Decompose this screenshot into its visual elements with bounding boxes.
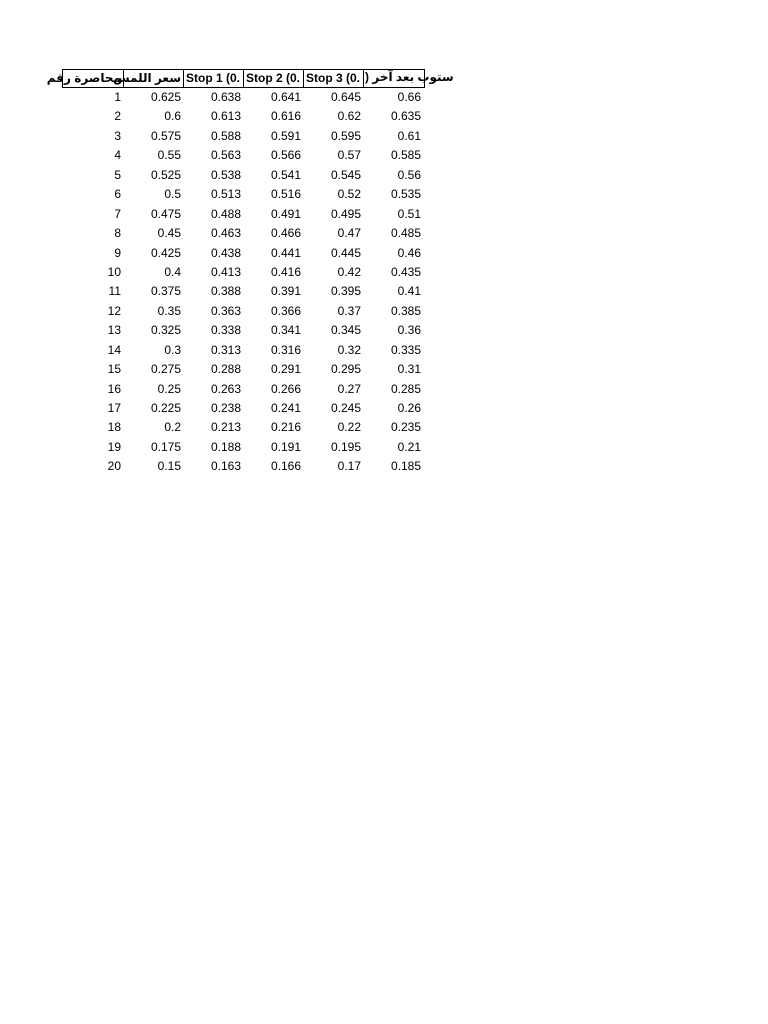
cell-round[interactable]: 7 [114,206,121,221]
cell-touch-price[interactable]: 0.25 [157,381,181,396]
cell-stop-1[interactable]: 0.463 [210,226,241,241]
spreadsheet-sheet [46,69,502,477]
cell-last-stop[interactable]: 0.26 [397,401,421,415]
cell-last-stop[interactable]: 0.335 [390,342,421,357]
cell-touch-price[interactable]: 0.525 [150,167,181,182]
cell-round[interactable]: 19 [107,439,121,454]
cell-last-stop[interactable]: 0.435 [390,264,421,279]
table-row [62,127,502,146]
cell-stop-1[interactable]: 0.313 [210,342,241,357]
cell-touch-price[interactable]: 0.35 [157,303,181,318]
cell-last-stop[interactable]: 0.235 [390,420,421,435]
cell-stop-2[interactable]: 0.241 [270,401,301,415]
cell-touch-price[interactable]: 0.55 [157,148,181,163]
cell-touch-price[interactable]: 0.375 [150,284,181,299]
cell-last-stop[interactable]: 0.46 [397,245,421,260]
cell-round[interactable]: 16 [107,381,121,396]
cell-stop-2[interactable]: 0.491 [270,206,301,221]
cell-stop-3[interactable]: 0.37 [337,303,361,318]
cell-stop-3[interactable]: 0.645 [330,90,361,104]
cell-touch-price[interactable]: 0.45 [157,226,181,241]
cell-touch-price[interactable]: 0.225 [150,401,181,415]
cell-last-stop[interactable]: 0.285 [390,381,421,396]
cell-stop-3[interactable]: 0.52 [337,187,361,202]
cell-touch-price[interactable]: 0.4 [164,264,181,279]
cell-stop-1[interactable]: 0.563 [210,148,241,163]
cell-stop-1[interactable]: 0.588 [210,128,241,143]
cell-stop-3[interactable]: 0.495 [330,206,361,221]
cell-last-stop[interactable]: 0.635 [390,109,421,124]
cell-stop-3[interactable]: 0.22 [337,420,361,435]
cell-stop-2[interactable]: 0.166 [270,459,301,474]
table-row [62,205,502,224]
cell-stop-2[interactable]: 0.441 [270,245,301,260]
table-row [62,107,502,126]
table-row [62,263,502,282]
cell-round[interactable]: 18 [107,420,121,435]
cell-last-stop[interactable]: 0.485 [390,226,421,241]
cell-touch-price[interactable]: 0.15 [157,459,181,474]
cell-last-stop[interactable]: 0.585 [390,148,421,163]
cell-last-stop[interactable]: 0.185 [390,459,421,474]
table-row [62,302,502,321]
table-row [62,282,502,301]
cell-round[interactable]: 12 [107,303,121,318]
cell-stop-1[interactable]: 0.488 [210,206,241,221]
cell-last-stop[interactable]: 0.385 [390,303,421,318]
cell-last-stop[interactable]: 0.66 [397,90,421,104]
header-cell-stop-1[interactable]: Stop 1 (0. [183,69,244,88]
cell-last-stop[interactable]: 0.56 [397,167,421,182]
table-row [62,360,502,379]
cell-stop-1[interactable]: 0.188 [210,439,241,454]
cell-stop-1[interactable]: 0.163 [210,459,241,474]
cell-stop-1[interactable]: 0.513 [210,187,241,202]
cell-round[interactable]: 4 [114,148,121,163]
header-cell-stop-3[interactable]: Stop 3 (0. [303,69,364,88]
cell-stop-3[interactable]: 0.47 [337,226,361,241]
table-row [62,88,502,107]
cell-round[interactable]: 9 [114,245,121,260]
table-row [62,380,502,399]
cell-stop-3[interactable]: 0.395 [330,284,361,299]
header-row [46,69,502,88]
header-cell-last-stop: ستوب بعد آخر ( [365,70,454,84]
cell-touch-price[interactable]: 0.2 [164,420,181,435]
cell-stop-1[interactable]: 0.438 [210,245,241,260]
cell-round[interactable]: 8 [114,226,121,241]
cell-last-stop[interactable]: 0.21 [397,439,421,454]
cell-stop-2[interactable]: 0.316 [270,342,301,357]
cell-stop-3[interactable]: 0.42 [337,264,361,279]
cell-stop-3[interactable]: 0.545 [330,167,361,182]
cell-last-stop[interactable]: 0.36 [397,323,421,338]
cell-round[interactable]: 2 [114,109,121,124]
cell-stop-1[interactable]: 0.413 [210,264,241,279]
cell-touch-price[interactable]: 0.575 [150,128,181,143]
cell-stop-1[interactable]: 0.213 [210,420,241,435]
cell-stop-1[interactable]: 0.288 [210,362,241,377]
cell-round[interactable]: 6 [114,187,121,202]
cell-stop-2[interactable]: 0.366 [270,303,301,318]
table-row [62,185,502,204]
cell-last-stop[interactable]: 0.61 [397,128,421,143]
cell-touch-price[interactable]: 0.3 [164,342,181,357]
cell-stop-1[interactable]: 0.363 [210,303,241,318]
cell-round[interactable]: 13 [107,323,121,338]
cell-stop-2[interactable]: 0.641 [270,90,301,104]
cell-stop-3[interactable]: 0.62 [337,109,361,124]
cell-stop-2[interactable]: 0.591 [270,128,301,143]
cell-round[interactable]: 14 [107,342,121,357]
cell-stop-1[interactable]: 0.538 [210,167,241,182]
cell-round[interactable]: 17 [107,401,121,415]
cell-round[interactable]: 20 [107,459,121,474]
cell-stop-2[interactable]: 0.266 [270,381,301,396]
cell-stop-3[interactable]: 0.27 [337,381,361,396]
table-row [62,244,502,263]
header-cell-round[interactable]: محاصرة رقم [62,69,124,88]
cell-stop-3[interactable]: 0.17 [337,459,361,474]
cell-stop-2[interactable]: 0.291 [270,362,301,377]
cell-round[interactable]: 3 [114,128,121,143]
cell-stop-2[interactable]: 0.541 [270,167,301,182]
cell-last-stop[interactable]: 0.51 [397,206,421,221]
table-row [62,224,502,243]
table-row [62,321,502,340]
cell-touch-price[interactable]: 0.5 [164,187,181,202]
cell-stop-3[interactable]: 0.295 [330,362,361,377]
cell-stop-1[interactable]: 0.388 [210,284,241,299]
table-row [62,438,502,457]
cell-stop-2[interactable]: 0.341 [270,323,301,338]
cell-stop-3[interactable]: 0.195 [330,439,361,454]
cell-stop-2[interactable]: 0.616 [270,109,301,124]
table-row [62,457,502,476]
table-row [62,418,502,437]
cell-last-stop[interactable]: 0.41 [397,284,421,299]
cell-stop-1[interactable]: 0.238 [210,401,241,415]
cell-stop-2[interactable]: 0.216 [270,420,301,435]
cell-stop-2[interactable]: 0.566 [270,148,301,163]
header-cell-stop-2[interactable]: Stop 2 (0. [243,69,304,88]
cell-last-stop[interactable]: 0.31 [397,362,421,377]
cell-touch-price[interactable]: 0.625 [150,90,181,104]
cell-stop-2[interactable]: 0.466 [270,226,301,241]
cell-touch-price[interactable]: 0.475 [150,206,181,221]
cell-stop-2[interactable]: 0.391 [270,284,301,299]
table-body [62,88,502,477]
cell-stop-3[interactable]: 0.445 [330,245,361,260]
cell-stop-3[interactable]: 0.32 [337,342,361,357]
cell-stop-3[interactable]: 0.595 [330,128,361,143]
table-row [62,166,502,185]
cell-round[interactable]: 1 [114,90,121,104]
cell-round[interactable]: 10 [107,264,121,279]
cell-touch-price[interactable]: 0.325 [150,323,181,338]
table-row [62,399,502,418]
cell-stop-1[interactable]: 0.638 [210,90,241,104]
cell-stop-3[interactable]: 0.245 [330,401,361,415]
cell-round[interactable]: 5 [114,167,121,182]
cell-stop-3[interactable]: 0.345 [330,323,361,338]
header-cell-touch-price[interactable]: سعر اللمس [123,69,184,88]
cell-stop-2[interactable]: 0.416 [270,264,301,279]
cell-round[interactable]: 11 [108,284,121,299]
cell-stop-1[interactable]: 0.263 [210,381,241,396]
cell-stop-3[interactable]: 0.57 [337,148,361,163]
cell-stop-2[interactable]: 0.191 [270,439,301,454]
cell-stop-1[interactable]: 0.338 [210,323,241,338]
cell-last-stop[interactable]: 0.535 [390,187,421,202]
table-row [62,146,502,165]
cell-round[interactable]: 15 [107,362,121,377]
cell-stop-2[interactable]: 0.516 [270,187,301,202]
cell-touch-price[interactable]: 0.175 [150,439,181,454]
cell-touch-price[interactable]: 0.6 [164,109,181,124]
cell-touch-price[interactable]: 0.425 [150,245,181,260]
cell-stop-1[interactable]: 0.613 [210,109,241,124]
cell-touch-price[interactable]: 0.275 [150,362,181,377]
table-row [62,341,502,360]
